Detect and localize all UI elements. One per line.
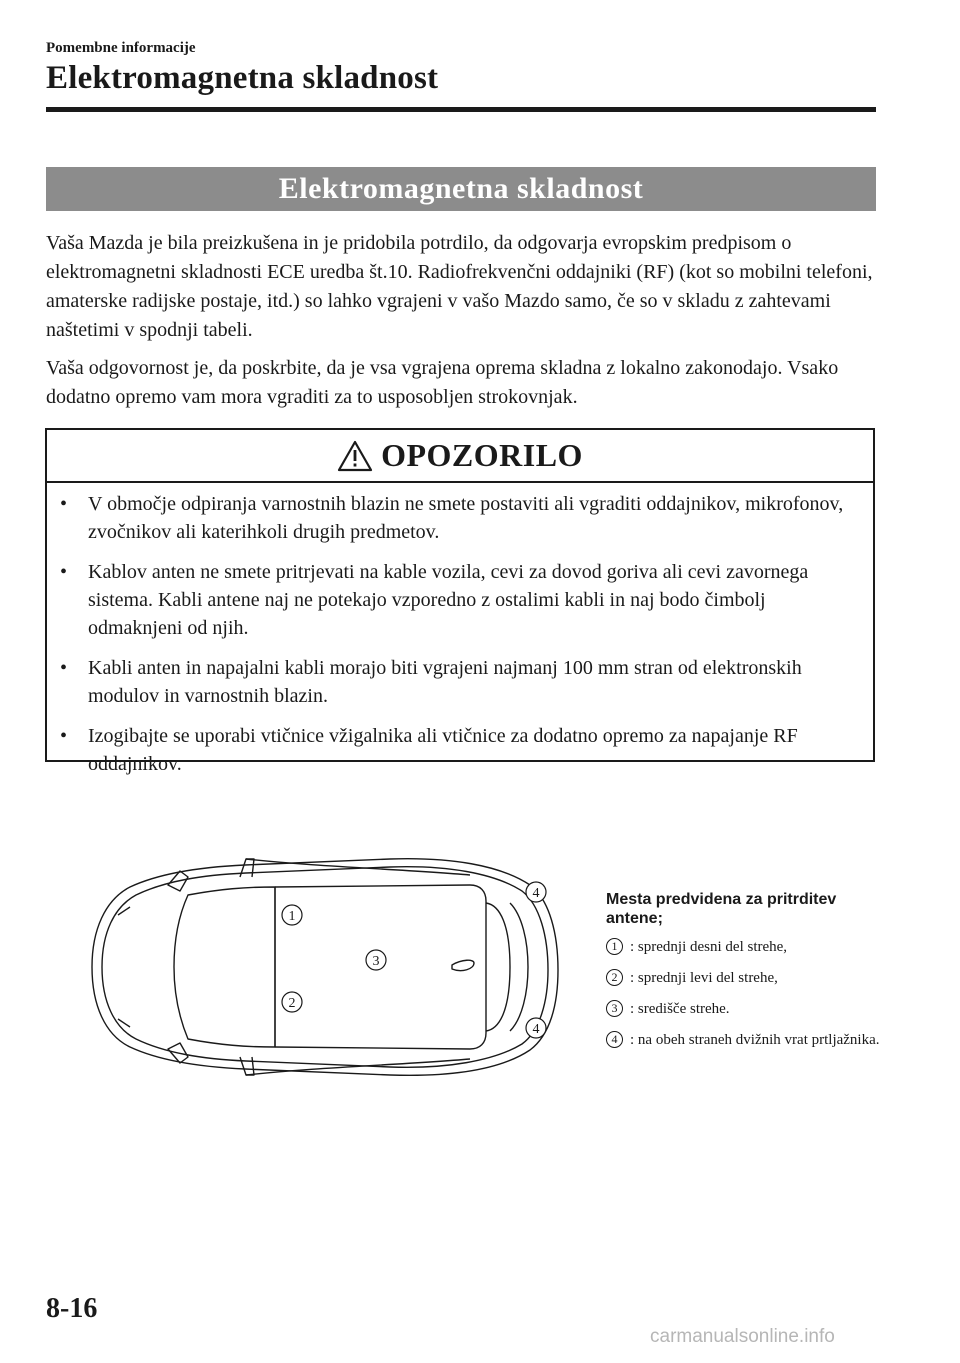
legend-text: : na obeh straneh dvižnih vrat prtljažnika. — [630, 1032, 880, 1048]
callout-1 — [282, 905, 302, 925]
legend-item — [606, 1029, 886, 1052]
warning-item: • V območje odpiranja varnostnih blazin ne smete postaviti ali vgraditi oddajnikov, mikrofonov, zvočnikov ali katerihkoli drugih predmetov. — [47, 490, 873, 546]
legend-item — [606, 936, 886, 959]
warning-title: OPOZORILO — [381, 437, 583, 473]
legend-number: 3 — [606, 1000, 623, 1017]
chapter-title: Elektromagnetna skladnost — [46, 60, 439, 96]
intro-paragraph: Vaša Mazda je bila preizkušena in je pridobila potrdilo, da odgovarja evropskim predpisom o elektromagnetni skladnosti ECE uredba št.10. Radiofrekvenčni oddajniki (RF) (kot so mobilni telefoni, amaterske radijske postaje, itd.) so lahko vgrajeni v vašo Mazdo samo, če so v skladu z zahtevami naštetimi v spodnji tabeli. — [46, 232, 873, 341]
car-top-view-diagram — [70, 845, 590, 1090]
legend-number: 1 — [606, 938, 623, 955]
callout-4-label: 4 — [532, 1022, 540, 1037]
warning-list — [47, 490, 873, 790]
roof-rail-bottom — [240, 1057, 254, 1075]
watermark: carmanualsonline.info — [650, 1326, 835, 1347]
callout-3 — [366, 950, 386, 970]
legend-item — [606, 967, 886, 990]
roof-rail-bottom — [246, 1059, 470, 1075]
callout-3-label: 3 — [372, 954, 380, 969]
callout-4-top — [526, 882, 546, 902]
windshield — [174, 887, 275, 1047]
page-number: 8-16 — [46, 1293, 98, 1324]
warning-item: • Kabli anten in napajalni kabli morajo biti vgrajeni najmanj 100 mm stran od elektronskih modulov in varnostnih blazin. — [47, 654, 873, 710]
warning-triangle-icon — [337, 440, 373, 472]
legend-text: : središče strehe. — [630, 1001, 730, 1017]
legend-number: 2 — [606, 969, 623, 986]
legend-number: 4 — [606, 1031, 623, 1048]
callout-1-label: 1 — [288, 909, 296, 924]
warning-item: • Kablov anten ne smete pritrjevati na kable vozila, cevi za dovod goriva ali cevi zavornega sistema. Kabli antene naj ne potekajo vzporedno z ostalimi kabli in naj bodo čimbolj odmaknjeni od njih. — [47, 558, 873, 642]
legend-text: : sprednji levi del strehe, — [630, 970, 778, 986]
car-body-inner — [102, 867, 548, 1068]
rear-window — [486, 903, 510, 1031]
callout-2-label: 2 — [288, 996, 296, 1011]
warning-item: • Izogibajte se uporabi vtičnice vžigalnika ali vtičnice za dodatno opremo za napajanje RF oddajnikov. — [47, 722, 873, 778]
legend-text: : sprednji desni del strehe, — [630, 939, 788, 955]
car-body-outline — [92, 859, 558, 1076]
roof-rail-top — [240, 859, 254, 877]
legend-item — [606, 998, 886, 1021]
antenna-base — [452, 960, 474, 970]
diagram-legend — [606, 890, 886, 1052]
callout-4-bottom — [526, 1018, 546, 1038]
banner-title: Elektromagnetna skladnost — [278, 172, 644, 205]
section-banner — [46, 167, 876, 211]
legend-title: Mesta predvidena za pritrditev antene; — [606, 891, 837, 927]
warning-box — [45, 428, 875, 775]
responsibility-paragraph: Vaša odgovornost je, da poskrbite, da je vsa vgrajena oprema skladna z lokalno zakonodajo. Vsako dodatno opremo vam mora vgraditi za to usposobljen strokovnjak. — [46, 357, 839, 408]
callout-2 — [282, 992, 302, 1012]
tailgate — [510, 903, 528, 1031]
title-rule — [46, 107, 876, 112]
callout-4-label: 4 — [532, 886, 540, 901]
warning-header — [47, 430, 873, 483]
section-label: Pomembne informacije — [46, 40, 196, 56]
roof-rail-top — [246, 859, 470, 875]
